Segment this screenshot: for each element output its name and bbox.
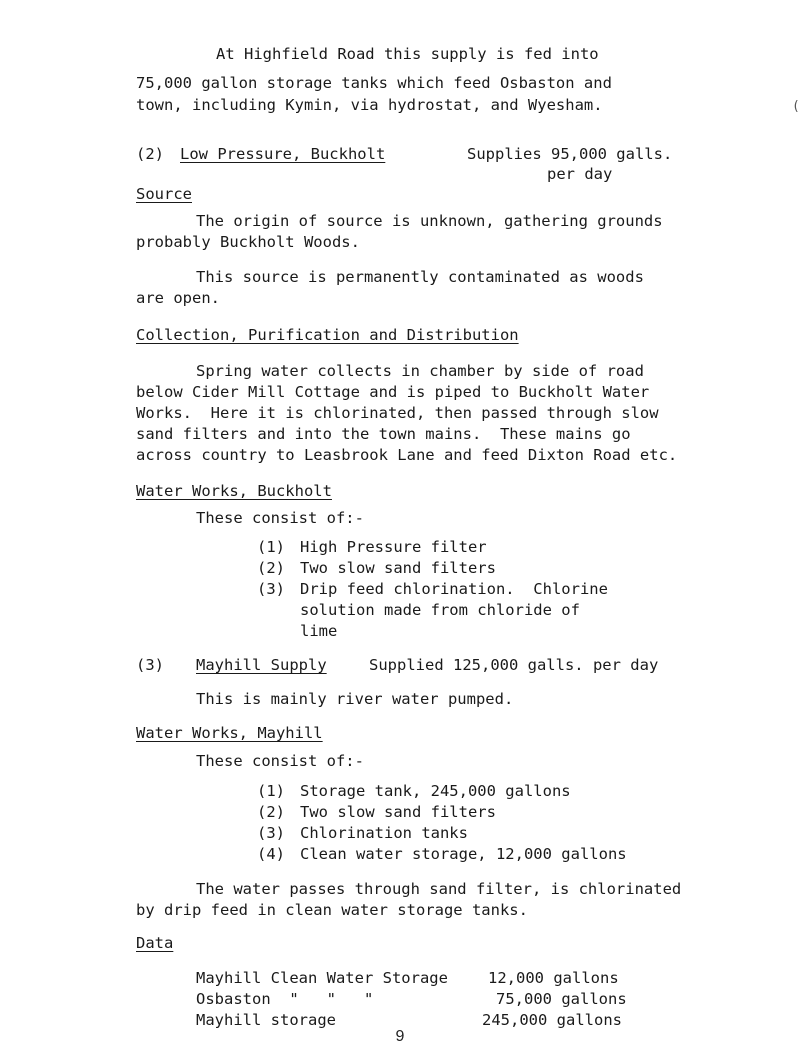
- mayhill-para-line2: by drip feed in clean water storage tanks.: [136, 901, 528, 919]
- source2-para1-line2: probably Buckholt Woods.: [136, 233, 360, 251]
- mayhill-item-1-number: (1): [257, 782, 285, 800]
- source3-para: This is mainly river water pumped.: [196, 690, 514, 708]
- source2-para1-line1: The origin of source is unknown, gathering grounds: [196, 212, 663, 230]
- buckholt-item-1-text: High Pressure filter: [300, 538, 487, 556]
- source2-para2-line2: are open.: [136, 289, 220, 307]
- source3-title: Mayhill Supply: [196, 656, 327, 674]
- data-row-2-label: Osbaston " " ": [196, 990, 374, 1008]
- margin-mark: (: [792, 99, 800, 114]
- data-row-3-label: Mayhill storage: [196, 1011, 336, 1029]
- buckholt-item-2-number: (2): [257, 559, 285, 577]
- intro-line-1: At Highfield Road this supply is fed into: [216, 45, 599, 63]
- buckholt-item-3-text-line2: solution made from chloride of: [300, 601, 580, 619]
- mayhill-item-2-text: Two slow sand filters: [300, 803, 496, 821]
- intro-line-3: town, including Kymin, via hydrostat, and Wyesham.: [136, 96, 603, 114]
- buckholt-item-1-number: (1): [257, 538, 285, 556]
- mayhill-item-4-number: (4): [257, 845, 285, 863]
- source2-supplies: Supplies 95,000 galls.: [467, 145, 673, 163]
- source-subheading: Source: [136, 185, 192, 203]
- mayhill-item-1-text: Storage tank, 245,000 gallons: [300, 782, 571, 800]
- mayhill-item-2-number: (2): [257, 803, 285, 821]
- intro-line-2: 75,000 gallon storage tanks which feed Osbaston and: [136, 74, 612, 92]
- collection-heading: Collection, Purification and Distribution: [136, 326, 519, 344]
- mayhill-item-3-text: Chlorination tanks: [300, 824, 468, 842]
- buckholt-item-3-number: (3): [257, 580, 285, 598]
- data-row-1-label: Mayhill Clean Water Storage: [196, 969, 448, 987]
- data-row-3-value: 245,000 gallons: [482, 1011, 622, 1029]
- collection-line-2: below Cider Mill Cottage and is piped to Buckholt Water: [136, 383, 650, 401]
- data-heading: Data: [136, 934, 174, 952]
- mayhill-works-intro: These consist of:-: [196, 752, 364, 770]
- collection-line-1: Spring water collects in chamber by side of road: [196, 362, 644, 380]
- source2-para2-line1: This source is permanently contaminated as woods: [196, 268, 644, 286]
- buckholt-item-2-text: Two slow sand filters: [300, 559, 496, 577]
- source2-supplies-per-day: per day: [547, 165, 613, 183]
- buckholt-works-heading: Water Works, Buckholt: [136, 482, 332, 500]
- mayhill-works-heading: Water Works, Mayhill: [136, 724, 323, 742]
- source2-title: Low Pressure, Buckholt: [180, 145, 386, 163]
- buckholt-item-3-text-line3: lime: [300, 622, 338, 640]
- source3-number: (3): [136, 656, 164, 674]
- mayhill-item-3-number: (3): [257, 824, 285, 842]
- data-row-1-value: 12,000 gallons: [488, 969, 619, 987]
- buckholt-works-intro: These consist of:-: [196, 509, 364, 527]
- buckholt-item-3-text-line1: Drip feed chlorination. Chlorine: [300, 580, 608, 598]
- source2-number: (2): [136, 145, 164, 163]
- mayhill-item-4-text: Clean water storage, 12,000 gallons: [300, 845, 627, 863]
- mayhill-para-line1: The water passes through sand filter, is chlorinated: [196, 880, 682, 898]
- collection-line-5: across country to Leasbrook Lane and feed Dixton Road etc.: [136, 446, 678, 464]
- page-number: 9: [395, 1028, 405, 1045]
- collection-line-4: sand filters and into the town mains. These mains go: [136, 425, 631, 443]
- data-row-2-value: 75,000 gallons: [496, 990, 627, 1008]
- source3-supplies: Supplied 125,000 galls. per day: [369, 656, 659, 674]
- collection-line-3: Works. Here it is chlorinated, then passed through slow: [136, 404, 659, 422]
